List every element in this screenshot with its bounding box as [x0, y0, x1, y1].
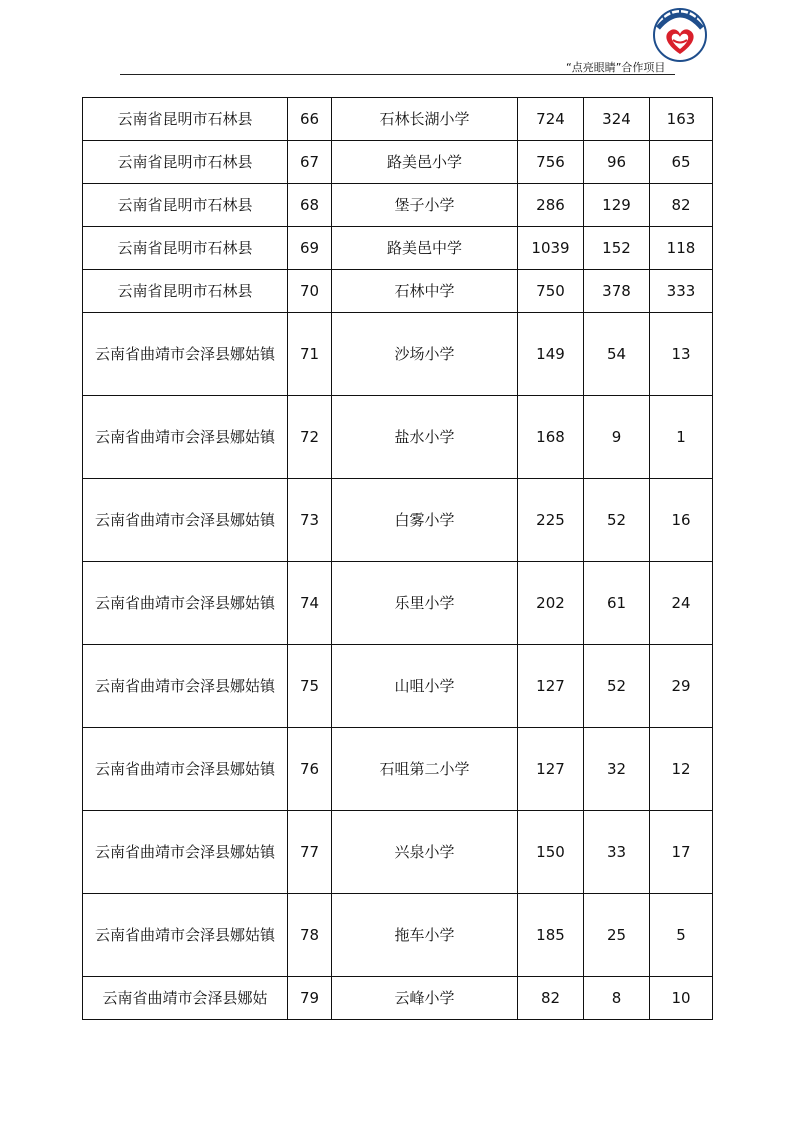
value-a-cell: 127: [518, 645, 584, 728]
school-cell: 乐里小学: [332, 562, 518, 645]
value-c-cell: 65: [650, 141, 713, 184]
school-cell: 山咀小学: [332, 645, 518, 728]
school-cell: 盐水小学: [332, 396, 518, 479]
table-row: [83, 270, 713, 313]
number-cell: 79: [288, 977, 332, 1020]
value-b-cell: 52: [584, 645, 650, 728]
value-c-cell: 16: [650, 479, 713, 562]
value-c-cell: 17: [650, 811, 713, 894]
school-cell: 石咀第二小学: [332, 728, 518, 811]
region-cell: 云南省曲靖市会泽县娜姑镇: [83, 811, 288, 894]
value-c-cell: 13: [650, 313, 713, 396]
table-row: [83, 396, 713, 479]
school-cell: 拖车小学: [332, 894, 518, 977]
region-cell: 云南省曲靖市会泽县娜姑镇: [83, 645, 288, 728]
value-a-cell: 185: [518, 894, 584, 977]
number-cell: 70: [288, 270, 332, 313]
value-a-cell: 756: [518, 141, 584, 184]
school-cell: 路美邑中学: [332, 227, 518, 270]
value-a-cell: 150: [518, 811, 584, 894]
number-cell: 71: [288, 313, 332, 396]
value-b-cell: 96: [584, 141, 650, 184]
region-cell: 云南省曲靖市会泽县娜姑镇: [83, 562, 288, 645]
value-b-cell: 9: [584, 396, 650, 479]
value-a-cell: 202: [518, 562, 584, 645]
number-cell: 76: [288, 728, 332, 811]
value-c-cell: 82: [650, 184, 713, 227]
region-cell: 云南省曲靖市会泽县娜姑镇: [83, 313, 288, 396]
table-row: [83, 184, 713, 227]
school-table: [82, 97, 713, 1020]
number-cell: 74: [288, 562, 332, 645]
value-a-cell: 168: [518, 396, 584, 479]
table-row: [83, 313, 713, 396]
value-c-cell: 163: [650, 98, 713, 141]
table-row: [83, 562, 713, 645]
region-cell: 云南省昆明市石林县: [83, 270, 288, 313]
value-b-cell: 32: [584, 728, 650, 811]
number-cell: 73: [288, 479, 332, 562]
table-row: [83, 98, 713, 141]
number-cell: 69: [288, 227, 332, 270]
school-cell: 云峰小学: [332, 977, 518, 1020]
value-b-cell: 54: [584, 313, 650, 396]
table-row: [83, 894, 713, 977]
value-b-cell: 33: [584, 811, 650, 894]
table-row: [83, 728, 713, 811]
value-c-cell: 10: [650, 977, 713, 1020]
region-cell: 云南省昆明市石林县: [83, 98, 288, 141]
school-cell: 石林长湖小学: [332, 98, 518, 141]
value-a-cell: 149: [518, 313, 584, 396]
number-cell: 75: [288, 645, 332, 728]
value-c-cell: 29: [650, 645, 713, 728]
value-a-cell: 127: [518, 728, 584, 811]
value-a-cell: 286: [518, 184, 584, 227]
value-a-cell: 225: [518, 479, 584, 562]
table-row: [83, 141, 713, 184]
number-cell: 78: [288, 894, 332, 977]
number-cell: 68: [288, 184, 332, 227]
school-cell: 路美邑小学: [332, 141, 518, 184]
table-row: [83, 227, 713, 270]
number-cell: 72: [288, 396, 332, 479]
table-row: [83, 811, 713, 894]
table-row: [83, 977, 713, 1020]
school-cell: 兴泉小学: [332, 811, 518, 894]
table-row: [83, 645, 713, 728]
value-b-cell: 129: [584, 184, 650, 227]
value-c-cell: 24: [650, 562, 713, 645]
value-a-cell: 750: [518, 270, 584, 313]
region-cell: 云南省曲靖市会泽县娜姑镇: [83, 894, 288, 977]
number-cell: 77: [288, 811, 332, 894]
value-b-cell: 324: [584, 98, 650, 141]
school-cell: 沙场小学: [332, 313, 518, 396]
value-c-cell: 118: [650, 227, 713, 270]
value-c-cell: 12: [650, 728, 713, 811]
region-cell: 云南省曲靖市会泽县娜姑镇: [83, 479, 288, 562]
region-cell: 云南省昆明市石林县: [83, 184, 288, 227]
region-cell: 云南省昆明市石林县: [83, 141, 288, 184]
eye-heart-logo: [651, 6, 709, 62]
table-row: [83, 479, 713, 562]
region-cell: 云南省曲靖市会泽县娜姑: [83, 977, 288, 1020]
school-cell: 石林中学: [332, 270, 518, 313]
value-b-cell: 61: [584, 562, 650, 645]
school-cell: 堡子小学: [332, 184, 518, 227]
value-a-cell: 724: [518, 98, 584, 141]
value-b-cell: 378: [584, 270, 650, 313]
region-cell: 云南省曲靖市会泽县娜姑镇: [83, 728, 288, 811]
value-b-cell: 152: [584, 227, 650, 270]
value-c-cell: 1: [650, 396, 713, 479]
number-cell: 67: [288, 141, 332, 184]
region-cell: 云南省昆明市石林县: [83, 227, 288, 270]
value-c-cell: 5: [650, 894, 713, 977]
header-rule: [120, 74, 675, 75]
number-cell: 66: [288, 98, 332, 141]
header-caption: “点亮眼睛”合作项目: [566, 61, 666, 74]
region-cell: 云南省曲靖市会泽县娜姑镇: [83, 396, 288, 479]
value-b-cell: 52: [584, 479, 650, 562]
value-b-cell: 25: [584, 894, 650, 977]
school-cell: 白雾小学: [332, 479, 518, 562]
value-a-cell: 1039: [518, 227, 584, 270]
value-a-cell: 82: [518, 977, 584, 1020]
value-c-cell: 333: [650, 270, 713, 313]
value-b-cell: 8: [584, 977, 650, 1020]
